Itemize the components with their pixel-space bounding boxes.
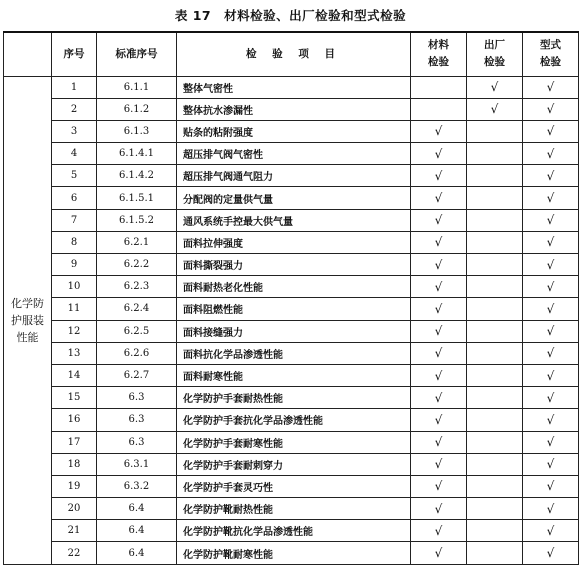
item-cell: 整体抗水渗漏性 [177,98,411,120]
table-row [4,76,579,98]
type-check-cell: √ [523,298,579,320]
header-factory: 出厂 检验 [467,32,523,76]
material-check-cell: √ [411,120,467,142]
seq-cell: 19 [52,475,97,497]
factory-check-cell [467,520,523,542]
type-check-cell: √ [523,453,579,475]
table-row [4,254,579,276]
material-check-cell: √ [411,409,467,431]
category-line: 化学防 [11,296,44,310]
header-category [4,32,52,76]
item-cell: 整体气密性 [177,76,411,98]
table-row [4,187,579,209]
type-check-cell: √ [523,409,579,431]
factory-check-cell [467,209,523,231]
material-check-cell: √ [411,165,467,187]
material-check-cell: √ [411,143,467,165]
seq-cell: 1 [52,76,97,98]
table-row [4,387,579,409]
table-row [4,320,579,342]
seq-cell: 10 [52,276,97,298]
table-row [4,431,579,453]
table-row [4,520,579,542]
seq-cell: 7 [52,209,97,231]
item-cell: 分配阀的定量供气量 [177,187,411,209]
item-cell: 面料阻燃性能 [177,298,411,320]
seq-cell: 20 [52,498,97,520]
std-seq-cell: 6.2.7 [97,364,177,386]
type-check-cell: √ [523,120,579,142]
inspection-table [3,31,579,565]
factory-check-cell [467,320,523,342]
type-check-cell: √ [523,98,579,120]
item-cell: 面料耐热老化性能 [177,276,411,298]
std-seq-cell: 6.2.4 [97,298,177,320]
table-row [4,498,579,520]
factory-check-cell [467,431,523,453]
material-check-cell [411,76,467,98]
type-check-cell: √ [523,342,579,364]
std-seq-cell: 6.3 [97,431,177,453]
table-row [4,364,579,386]
table-row [4,143,579,165]
std-seq-cell: 6.4 [97,542,177,564]
item-cell: 化学防护手套耐热性能 [177,387,411,409]
factory-check-cell [467,187,523,209]
type-check-cell: √ [523,520,579,542]
item-cell: 化学防护手套灵巧性 [177,475,411,497]
table-row [4,165,579,187]
item-cell: 面料拉伸强度 [177,231,411,253]
std-seq-cell: 6.2.5 [97,320,177,342]
seq-cell: 14 [52,364,97,386]
material-check-cell: √ [411,364,467,386]
std-seq-cell: 6.1.5.1 [97,187,177,209]
factory-check-cell [467,542,523,564]
header-std-seq: 标准序号 [97,32,177,76]
table-row [4,475,579,497]
seq-cell: 18 [52,453,97,475]
material-check-cell: √ [411,520,467,542]
header-row [4,32,579,76]
item-cell: 面料抗化学品渗透性能 [177,342,411,364]
std-seq-cell: 6.2.1 [97,231,177,253]
type-check-cell: √ [523,431,579,453]
seq-cell: 5 [52,165,97,187]
type-check-cell: √ [523,320,579,342]
factory-check-cell [467,387,523,409]
std-seq-cell: 6.1.2 [97,98,177,120]
material-check-cell: √ [411,542,467,564]
material-check-cell: √ [411,320,467,342]
material-check-cell: √ [411,231,467,253]
std-seq-cell: 6.2.2 [97,254,177,276]
item-cell: 化学防护靴耐寒性能 [177,542,411,564]
table-row [4,542,579,564]
table-row [4,342,579,364]
std-seq-cell: 6.3.1 [97,453,177,475]
type-check-cell: √ [523,187,579,209]
table-row [4,453,579,475]
std-seq-cell: 6.2.3 [97,276,177,298]
factory-check-cell [467,409,523,431]
category-line: 性能 [16,330,39,344]
type-check-cell: √ [523,475,579,497]
header-material: 材料 检验 [411,32,467,76]
std-seq-cell: 6.2.6 [97,342,177,364]
item-cell: 化学防护靴耐热性能 [177,498,411,520]
type-check-cell: √ [523,209,579,231]
item-cell: 化学防护手套耐刺穿力 [177,453,411,475]
std-seq-cell: 6.1.4.1 [97,143,177,165]
material-check-cell: √ [411,431,467,453]
header-type: 型式 检验 [523,32,579,76]
seq-cell: 13 [52,342,97,364]
seq-cell: 8 [52,231,97,253]
type-check-cell: √ [523,498,579,520]
table-row [4,409,579,431]
factory-check-cell [467,231,523,253]
item-cell: 化学防护靴抗化学品渗透性能 [177,520,411,542]
seq-cell: 15 [52,387,97,409]
type-check-cell: √ [523,387,579,409]
type-check-cell: √ [523,165,579,187]
factory-check-cell [467,276,523,298]
type-check-cell: √ [523,364,579,386]
factory-check-cell [467,143,523,165]
std-seq-cell: 6.3 [97,387,177,409]
type-check-cell: √ [523,276,579,298]
item-cell: 通风系统手控最大供气量 [177,209,411,231]
seq-cell: 9 [52,254,97,276]
table-row [4,120,579,142]
material-check-cell: √ [411,387,467,409]
seq-cell: 4 [52,143,97,165]
std-seq-cell: 6.1.4.2 [97,165,177,187]
material-check-cell: √ [411,276,467,298]
header-item: 检 验 项 目 [177,32,411,76]
type-check-cell: √ [523,231,579,253]
category-line: 护服装 [11,313,44,327]
factory-check-cell [467,120,523,142]
material-check-cell: √ [411,298,467,320]
seq-cell: 3 [52,120,97,142]
material-check-cell: √ [411,475,467,497]
table-row [4,98,579,120]
seq-cell: 11 [52,298,97,320]
item-cell: 面料耐寒性能 [177,364,411,386]
type-check-cell: √ [523,254,579,276]
std-seq-cell: 6.3.2 [97,475,177,497]
type-check-cell: √ [523,542,579,564]
std-seq-cell: 6.4 [97,498,177,520]
factory-check-cell [467,364,523,386]
seq-cell: 16 [52,409,97,431]
factory-check-cell: √ [467,76,523,98]
header-seq: 序号 [52,32,97,76]
table-row [4,276,579,298]
std-seq-cell: 6.4 [97,520,177,542]
factory-check-cell [467,165,523,187]
factory-check-cell: √ [467,98,523,120]
factory-check-cell [467,475,523,497]
item-cell: 贴条的粘附强度 [177,120,411,142]
seq-cell: 17 [52,431,97,453]
material-check-cell: √ [411,453,467,475]
item-cell: 超压排气阀通气阻力 [177,165,411,187]
seq-cell: 12 [52,320,97,342]
factory-check-cell [467,342,523,364]
std-seq-cell: 6.1.3 [97,120,177,142]
seq-cell: 21 [52,520,97,542]
seq-cell: 6 [52,187,97,209]
item-cell: 超压排气阀气密性 [177,143,411,165]
material-check-cell: √ [411,187,467,209]
material-check-cell: √ [411,254,467,276]
table-title: 表 17 材料检验、出厂检验和型式检验 [174,8,407,23]
item-cell: 面料撕裂强力 [177,254,411,276]
seq-cell: 2 [52,98,97,120]
table-row [4,209,579,231]
item-cell: 化学防护手套耐寒性能 [177,431,411,453]
type-check-cell: √ [523,143,579,165]
std-seq-cell: 6.1.5.2 [97,209,177,231]
table-row [4,231,579,253]
seq-cell: 22 [52,542,97,564]
material-check-cell: √ [411,342,467,364]
material-check-cell: √ [411,209,467,231]
factory-check-cell [467,254,523,276]
std-seq-cell: 6.3 [97,409,177,431]
table-row [4,298,579,320]
std-seq-cell: 6.1.1 [97,76,177,98]
material-check-cell [411,98,467,120]
factory-check-cell [467,453,523,475]
item-cell: 化学防护手套抗化学品渗透性能 [177,409,411,431]
type-check-cell: √ [523,76,579,98]
factory-check-cell [467,298,523,320]
material-check-cell: √ [411,498,467,520]
factory-check-cell [467,498,523,520]
item-cell: 面料接缝强力 [177,320,411,342]
category-cell [4,76,52,564]
